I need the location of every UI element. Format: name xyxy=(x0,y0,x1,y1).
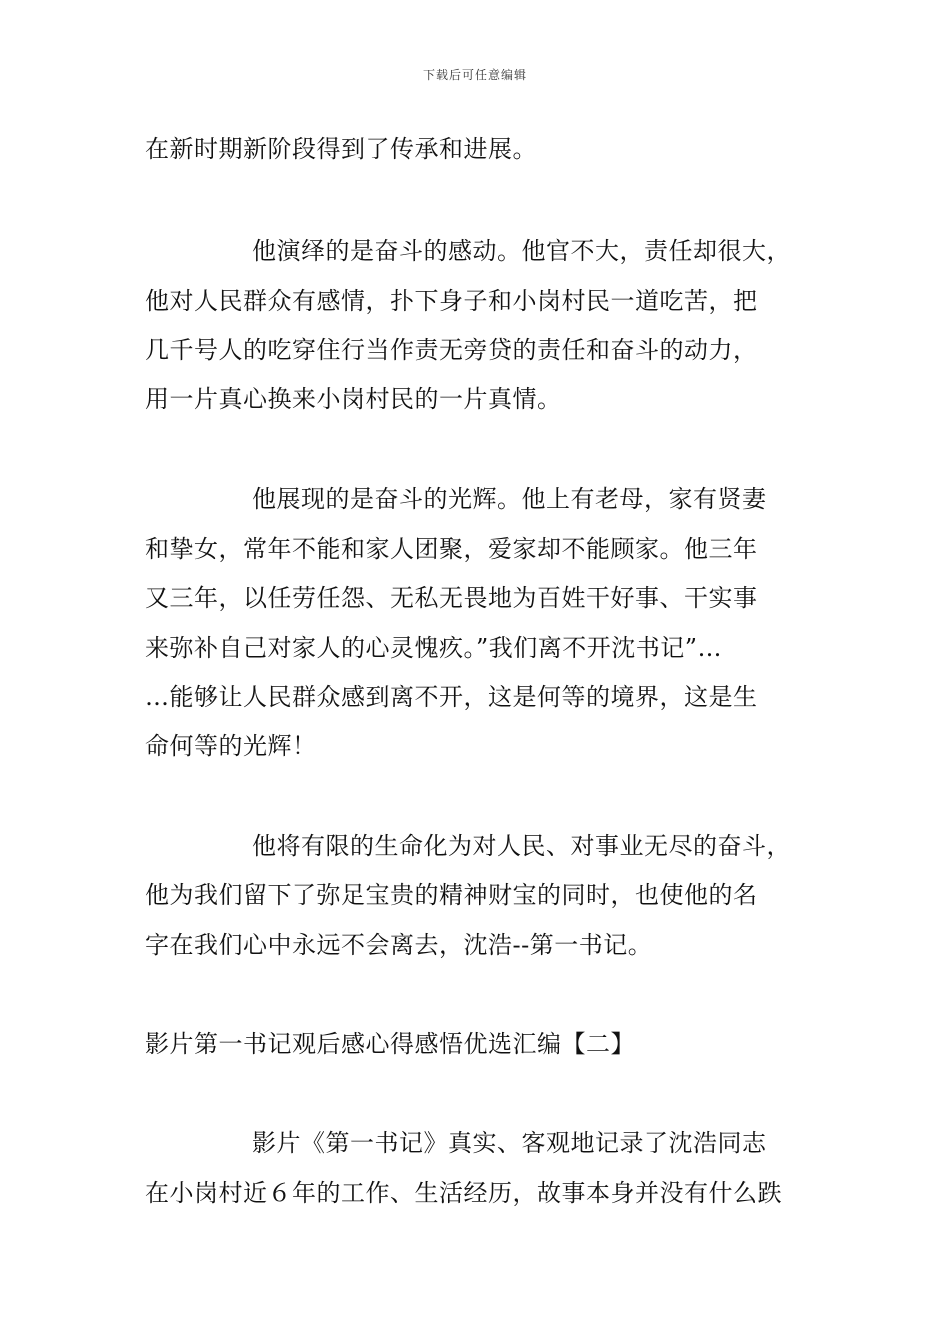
text-line: 命何等的光辉！ xyxy=(145,732,317,760)
paragraph-first-line: 他演绎的是奋斗的感动。他官不大，责任却很大， xyxy=(252,237,791,265)
page-header: 下载后可任意编辑 xyxy=(422,68,527,82)
text-line: 字在我们心中永远不会离去，沈浩--第一书记。 xyxy=(145,931,653,959)
text-line: 又三年，以任劳任怨、无私无畏地为百姓干好事、干实事 xyxy=(145,584,758,612)
section-heading: 影片第一书记观后感心得感悟优选汇编【二】 xyxy=(145,1030,635,1058)
text-line: 几千号人的吃穿住行当作责无旁贷的责任和奋斗的动力， xyxy=(145,336,758,364)
paragraph-first-line: 他展现的是奋斗的光辉。他上有老母，家有贤妻 xyxy=(252,485,767,513)
text-line: 用一片真心换来小岗村民的一片真情。 xyxy=(145,385,562,413)
paragraph-first-line: 影片《第一书记》真实、客观地记录了沈浩同志 xyxy=(252,1129,767,1157)
text-line: 他为我们留下了弥足宝贵的精神财宝的同时，也使他的名 xyxy=(145,881,758,909)
text-line: 他对人民群众有感情，扑下身子和小岗村民一道吃苦，把 xyxy=(145,287,758,315)
text-line: …能够让人民群众感到离不开，这是何等的境界，这是生 xyxy=(145,683,758,711)
text-line: 在小岗村近６年的工作、生活经历，故事本身并没有什么跌 xyxy=(145,1179,782,1207)
text-line: 和挚女，常年不能和家人团聚，爱家却不能顾家。他三年 xyxy=(145,535,758,563)
text-line: 在新时期新阶段得到了传承和进展。 xyxy=(145,135,537,163)
text-line: 来弥补自己对家人的心灵愧疚。”我们离不开沈书记”… xyxy=(145,634,723,662)
paragraph-first-line: 他将有限的生命化为对人民、对事业无尽的奋斗， xyxy=(252,832,791,860)
